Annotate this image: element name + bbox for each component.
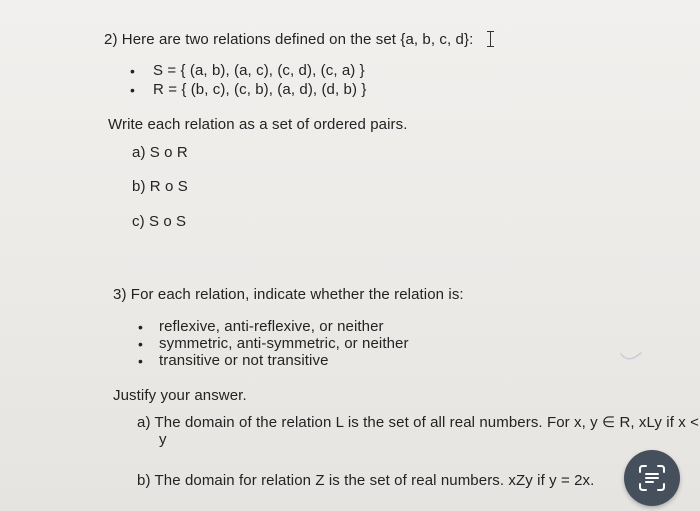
- q3-bullet-dot-2: •: [138, 336, 143, 352]
- q3-justify: Justify your answer.: [113, 387, 247, 404]
- q3-part-a-line1: a) The domain of the relation L is the set of all real numbers. For x, y ∈ R, xLy if x <: [137, 414, 699, 431]
- q3-heading: 3) For each relation, indicate whether the relation is:: [113, 286, 464, 303]
- q2-part-b: b) R o S: [132, 178, 188, 195]
- q3-part-b: b) The domain for relation Z is the set of real numbers. xZy if y = 2x.: [137, 472, 595, 489]
- q3-property-transitive: transitive or not transitive: [159, 352, 329, 369]
- text-scan-button[interactable]: [624, 450, 680, 506]
- q2-bullet-dot-2: •: [130, 82, 135, 98]
- relation-r: R = { (b, c), (c, b), (a, d), (d, b) }: [153, 81, 367, 98]
- q3-bullet-dot-1: •: [138, 319, 143, 335]
- q2-part-c: c) S o S: [132, 213, 187, 230]
- q2-heading: 2) Here are two relations defined on the set {a, b, c, d}:: [104, 31, 474, 48]
- q3-property-reflexive: reflexive, anti-reflexive, or neither: [159, 318, 384, 335]
- relation-s: S = { (a, b), (a, c), (c, d), (c, a) }: [153, 62, 365, 79]
- q2-instruction: Write each relation as a set of ordered pairs.: [108, 116, 408, 133]
- q2-part-a: a) S o R: [132, 144, 188, 161]
- text-scan-icon: [638, 464, 666, 492]
- text-cursor-icon: [486, 30, 496, 48]
- q3-property-symmetric: symmetric, anti-symmetric, or neither: [159, 335, 409, 352]
- q3-part-a-line2: y: [159, 431, 167, 448]
- check-mark-icon: [620, 352, 642, 364]
- q2-bullet-dot-1: •: [130, 63, 135, 79]
- q3-bullet-dot-3: •: [138, 353, 143, 369]
